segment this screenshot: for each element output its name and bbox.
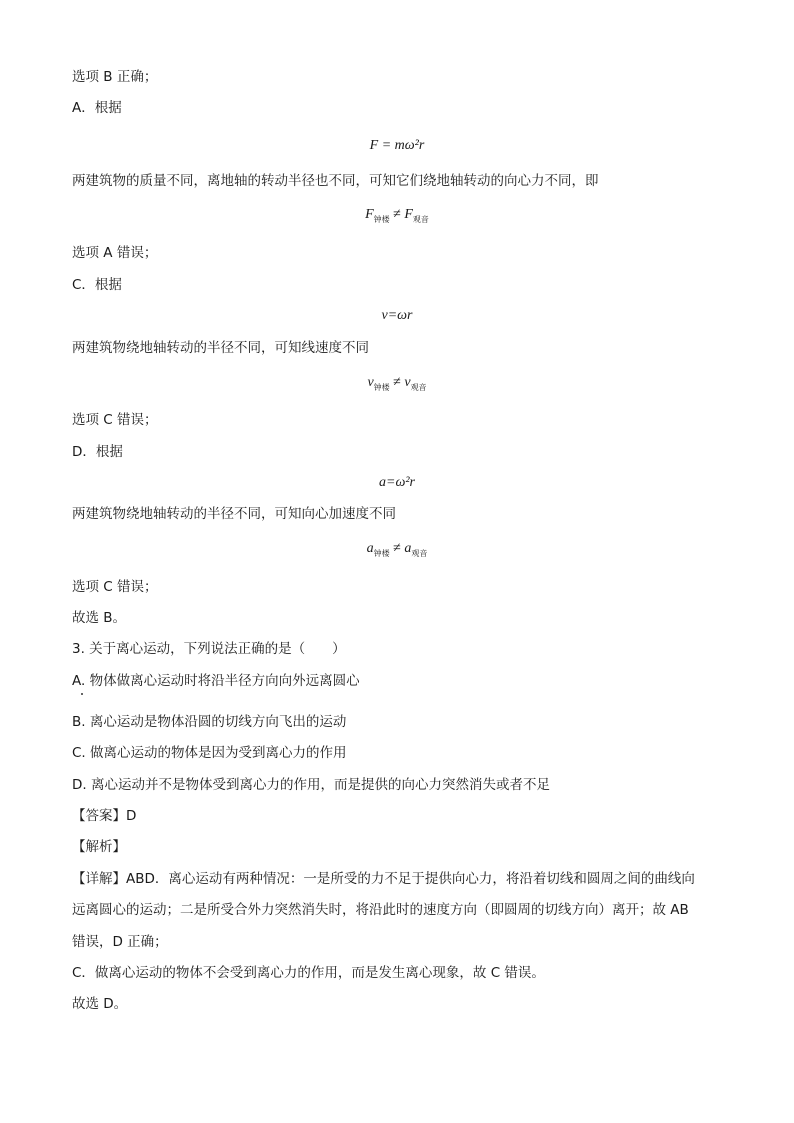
question-stem: 3. 关于离心运动，下列说法正确的是（ ） xyxy=(72,641,346,657)
detail-text: 错误，D 正确； xyxy=(72,934,168,950)
detail-text: C．做离心运动的物体不会受到离心力的作用，而是发生离心现象，故 C 错误。 xyxy=(72,965,545,981)
detail-text: 故选 D。 xyxy=(72,996,128,1012)
analysis-label: 【解析】 xyxy=(72,839,126,855)
option-d: D. 离心运动并不是物体受到离心力的作用，而是提供的向心力突然消失或者不足 xyxy=(72,777,550,793)
formula-symbol: v xyxy=(404,375,411,390)
option-c: C. 做离心运动的物体是因为受到离心力的作用 xyxy=(72,745,347,761)
formula-subscript: 观音 xyxy=(411,548,428,558)
text-line: C．根据 xyxy=(72,277,122,293)
formula-subscript: 观音 xyxy=(410,382,427,392)
formula-subscript: 观音 xyxy=(412,214,429,224)
formula-symbol: F xyxy=(404,207,413,222)
not-equal-sign: ≠ xyxy=(393,375,401,390)
formula-symbol: a xyxy=(366,541,374,556)
formula-symbol: F xyxy=(365,207,374,222)
formula-centripetal-force: F = mω²r xyxy=(369,138,425,153)
text-line: 两建筑物绕地轴转动的半径不同，可知线速度不同 xyxy=(72,340,369,356)
formula-subscript: 钟楼 xyxy=(373,382,390,392)
formula-acceleration-inequality xyxy=(0,540,794,563)
text-line: 选项 C 错误； xyxy=(72,412,158,428)
option-b: B. 离心运动是物体沿圆的切线方向飞出的运动 xyxy=(72,714,347,730)
not-equal-sign: ≠ xyxy=(393,207,401,222)
detail-text: 远离圆心的运动；二是所受合外力突然消失时，将沿此时的速度方向（即圆周的切线方向）离开；故 AB xyxy=(72,902,689,918)
detail-text: 【详解】ABD．离心运动有两种情况：一是所受的力不足于提供向心力，将沿着切线和圆周之间的曲线向 xyxy=(72,871,695,887)
text-line: 选项 B 正确； xyxy=(72,69,158,85)
formula-force-inequality xyxy=(0,206,794,229)
stray-dot xyxy=(81,693,83,695)
formula-symbol: a xyxy=(404,541,412,556)
formula-subscript: 钟楼 xyxy=(373,548,390,558)
text-line: 两建筑物绕地轴转动的半径不同，可知向心加速度不同 xyxy=(72,506,396,522)
formula-linear-velocity: v=ωr xyxy=(381,308,413,323)
text-line: D．根据 xyxy=(72,444,123,460)
option-a: A. 物体做离心运动时将沿半径方向向外远离圆心 xyxy=(72,673,360,689)
text-line: 两建筑物的质量不同，离地轴的转动半径也不同，可知它们绕地轴转动的向心力不同，即 xyxy=(72,173,599,189)
formula-velocity-inequality xyxy=(0,374,794,397)
text-line: A．根据 xyxy=(72,100,122,116)
text-line: 选项 C 错误； xyxy=(72,579,158,595)
not-equal-sign: ≠ xyxy=(393,541,401,556)
answer-label: 【答案】D xyxy=(72,808,137,824)
formula-symbol: v xyxy=(367,375,374,390)
text-line: 故选 B。 xyxy=(72,610,127,626)
text-line: 选项 A 错误； xyxy=(72,245,158,261)
formula-subscript: 钟楼 xyxy=(373,214,390,224)
formula-centripetal-acceleration: a=ω²r xyxy=(379,475,415,490)
